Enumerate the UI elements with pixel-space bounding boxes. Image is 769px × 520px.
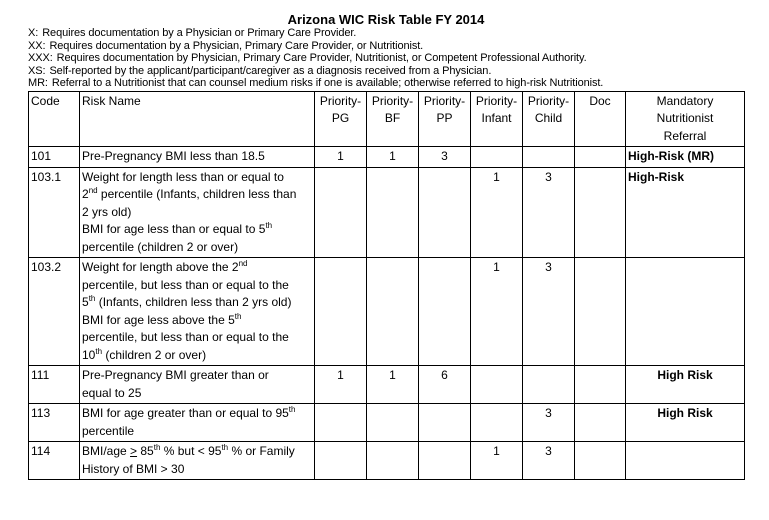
cell-priority-pg — [315, 404, 367, 442]
cell-risk-name — [80, 258, 315, 366]
cell-priority-pp — [419, 442, 471, 480]
text-run: equal to 25 — [82, 385, 142, 400]
cell-priority-pg: 1 — [315, 147, 367, 168]
text-run: BMI/age — [82, 444, 131, 459]
cell-code: 103.1 — [29, 167, 80, 258]
header-priority-pg: Priority- PG — [315, 91, 367, 147]
text-run: 85 — [137, 444, 154, 459]
text-run: (Infants, children less than 2 yrs old) — [95, 295, 292, 310]
risk-table — [28, 91, 745, 481]
risk-name-line — [82, 186, 312, 204]
cell-code: 111 — [29, 366, 80, 404]
ordinal-suffix: th — [234, 311, 242, 321]
legend-item — [28, 40, 744, 53]
document-page — [28, 12, 744, 480]
table-header-row — [29, 91, 745, 147]
cell-referral: High-Risk — [626, 167, 745, 258]
text-run: % but < 95 — [160, 444, 222, 459]
cell-priority-infant: 1 — [471, 258, 523, 366]
risk-name-line — [82, 347, 312, 365]
text-run: Weight for length above the 2 — [82, 260, 239, 275]
cell-risk-name — [80, 442, 315, 480]
cell-code: 101 — [29, 147, 80, 168]
ordinal-suffix: nd — [88, 186, 98, 196]
risk-name-line — [82, 312, 312, 330]
text-run: 10 — [82, 347, 96, 362]
cell-code: 113 — [29, 404, 80, 442]
risk-name-line — [82, 277, 312, 295]
table-row — [29, 167, 745, 258]
cell-priority-doc — [575, 442, 626, 480]
cell-priority-bf — [367, 442, 419, 480]
risk-name-line — [82, 294, 312, 312]
legend-text: Requires documentation by Physician, Primary Care Provider, Nutritionist, or Competent Professional Authority. — [56, 52, 587, 65]
header-risk-name: Risk Name — [80, 91, 315, 147]
ordinal-suffix: th — [221, 443, 229, 453]
header-priority-bf: Priority- BF — [367, 91, 419, 147]
risk-name-line — [82, 148, 312, 166]
header-priority-child: Priority- Child — [523, 91, 575, 147]
cell-priority-infant — [471, 404, 523, 442]
risk-name-line — [82, 221, 312, 239]
legend-text: Self-reported by the applicant/participant/caregiver as a diagnosis received from a Physician. — [49, 64, 492, 77]
legend — [28, 27, 744, 90]
cell-priority-child — [523, 366, 575, 404]
legend-item — [28, 52, 744, 65]
ordinal-suffix: nd — [238, 259, 248, 269]
cell-priority-pp — [419, 258, 471, 366]
table-row — [29, 366, 745, 404]
header-referral: Mandatory Nutritionist Referral — [626, 91, 745, 147]
text-run: Weight for length less than or equal to — [82, 169, 284, 184]
cell-risk-name — [80, 404, 315, 442]
cell-priority-pp: 6 — [419, 366, 471, 404]
cell-referral — [626, 442, 745, 480]
text-run: BMI for age less than or equal to 5 — [82, 222, 266, 237]
cell-priority-bf: 1 — [367, 366, 419, 404]
cell-referral: High Risk — [626, 366, 745, 404]
cell-risk-name — [80, 366, 315, 404]
cell-code: 103.2 — [29, 258, 80, 366]
cell-risk-name — [80, 147, 315, 168]
text-run: BMI for age less above the 5 — [82, 312, 235, 327]
text-run: 2 — [82, 187, 89, 202]
header-doc: Doc — [575, 91, 626, 147]
cell-priority-pg — [315, 167, 367, 258]
ordinal-suffix: th — [95, 346, 103, 356]
cell-priority-doc — [575, 404, 626, 442]
table-row — [29, 442, 745, 480]
cell-referral — [626, 258, 745, 366]
cell-priority-doc — [575, 167, 626, 258]
cell-priority-child: 3 — [523, 404, 575, 442]
cell-priority-child: 3 — [523, 442, 575, 480]
cell-priority-bf — [367, 258, 419, 366]
table-row — [29, 404, 745, 442]
legend-text: Referral to a Nutritionist that can counsel medium risks if one is available; otherwise referred to high-risk Nutritionist. — [51, 77, 604, 90]
text-run: History of BMI > 30 — [82, 461, 185, 476]
legend-code: MR: — [28, 77, 48, 90]
risk-name-line — [82, 461, 312, 479]
cell-priority-doc — [575, 147, 626, 168]
header-priority-infant: Priority- Infant — [471, 91, 523, 147]
text-run: Pre-Pregnancy BMI less than 18.5 — [82, 149, 265, 164]
legend-code: XXX: — [28, 52, 53, 65]
cell-risk-name — [80, 167, 315, 258]
cell-priority-infant — [471, 366, 523, 404]
cell-priority-child — [523, 147, 575, 168]
risk-name-line — [82, 329, 312, 347]
risk-name-line — [82, 385, 312, 403]
cell-priority-bf: 1 — [367, 147, 419, 168]
cell-priority-child: 3 — [523, 167, 575, 258]
text-run: % or Family — [228, 444, 295, 459]
cell-referral: High-Risk (MR) — [626, 147, 745, 168]
text-run: percentile, but less than or equal to the — [82, 330, 289, 345]
legend-item — [28, 77, 744, 90]
cell-priority-pg — [315, 442, 367, 480]
risk-name-line — [82, 405, 312, 423]
text-run: percentile — [82, 423, 135, 438]
header-priority-pp: Priority- PP — [419, 91, 471, 147]
risk-name-line — [82, 423, 312, 441]
cell-priority-pg — [315, 258, 367, 366]
risk-name-line — [82, 259, 312, 277]
text-run: Pre-Pregnancy BMI greater than or — [82, 368, 269, 383]
cell-priority-child: 3 — [523, 258, 575, 366]
cell-priority-doc — [575, 366, 626, 404]
cell-referral: High Risk — [626, 404, 745, 442]
ordinal-suffix: th — [88, 294, 96, 304]
ordinal-suffix: th — [153, 443, 161, 453]
ordinal-suffix: th — [288, 405, 296, 415]
cell-code: 114 — [29, 442, 80, 480]
text-run: 2 yrs old) — [82, 204, 132, 219]
cell-priority-infant — [471, 147, 523, 168]
legend-code: XX: — [28, 39, 46, 52]
risk-name-line — [82, 239, 312, 257]
risk-name-line — [82, 204, 312, 222]
risk-name-line — [82, 443, 312, 461]
cell-priority-bf — [367, 167, 419, 258]
text-run: 5 — [82, 295, 89, 310]
risk-name-line — [82, 169, 312, 187]
legend-code: X: — [28, 27, 39, 39]
ordinal-suffix: th — [265, 221, 273, 231]
text-run: percentile, but less than or equal to the — [82, 277, 289, 292]
cell-priority-infant: 1 — [471, 442, 523, 480]
cell-priority-doc — [575, 258, 626, 366]
text-run: > — [130, 444, 138, 459]
cell-priority-infant: 1 — [471, 167, 523, 258]
legend-code: XS: — [28, 64, 46, 77]
cell-priority-pp — [419, 167, 471, 258]
text-run: percentile (Infants, children less than — [97, 187, 297, 202]
header-code: Code — [29, 91, 80, 147]
document-title: Arizona WIC Risk Table FY 2014 — [287, 12, 485, 27]
legend-text: Requires documentation by a Physician, Primary Care Provider, or Nutritionist. — [49, 39, 424, 52]
text-run: (children 2 or over) — [102, 347, 207, 362]
table-row — [29, 258, 745, 366]
text-run: percentile (children 2 or over) — [82, 239, 239, 254]
cell-priority-pp: 3 — [419, 147, 471, 168]
cell-priority-bf — [367, 404, 419, 442]
table-row — [29, 147, 745, 168]
legend-item — [28, 27, 744, 40]
text-run: BMI for age greater than or equal to 95 — [82, 406, 289, 421]
cell-priority-pg: 1 — [315, 366, 367, 404]
cell-priority-pp — [419, 404, 471, 442]
legend-item — [28, 65, 744, 78]
risk-name-line — [82, 367, 312, 385]
legend-text: Requires documentation by a Physician or Primary Care Provider. — [42, 27, 357, 39]
